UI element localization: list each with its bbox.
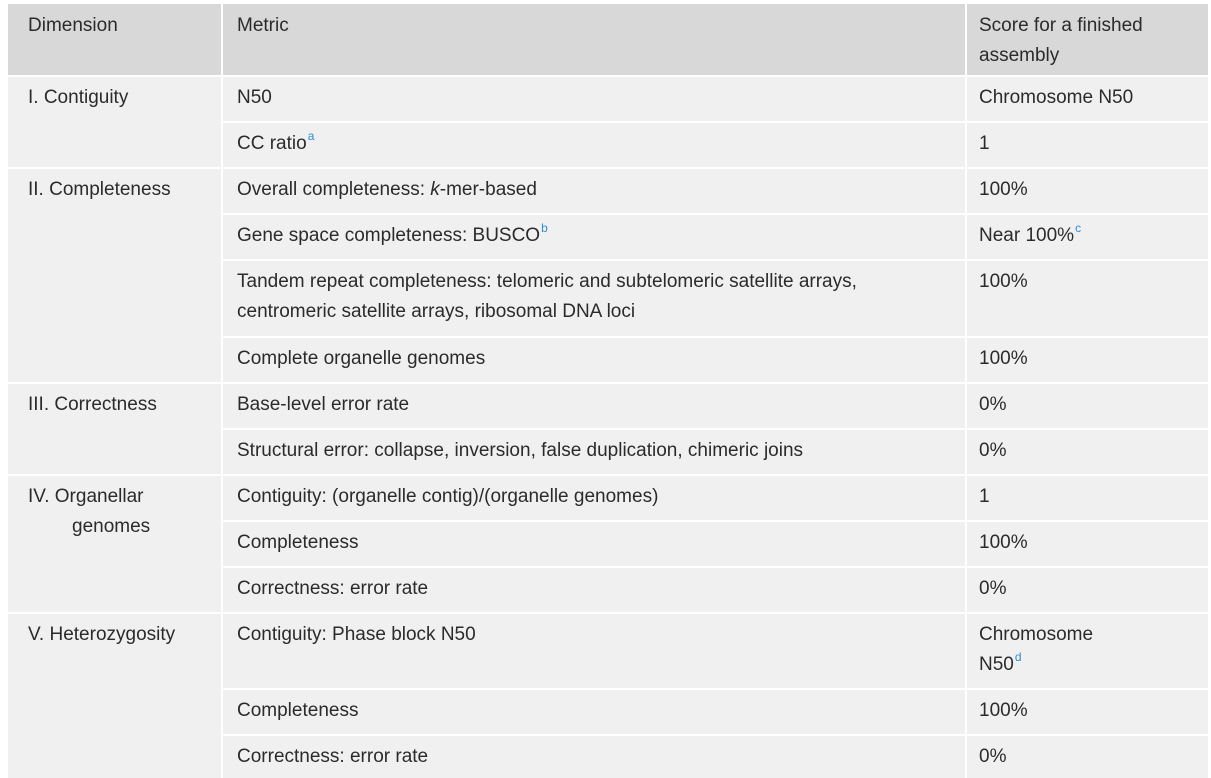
header-dimension: Dimension	[8, 4, 222, 76]
footnote-marker[interactable]: c	[1075, 221, 1082, 235]
table-row	[8, 613, 1208, 689]
footnote-marker[interactable]: a	[307, 129, 315, 143]
score-cell: 0%	[966, 735, 1208, 778]
table-row	[8, 76, 1208, 122]
metric-cell: Overall completeness: k-mer-based	[222, 168, 966, 214]
dimension-cell: V. Heterozygosity	[8, 613, 222, 778]
score-cell: 100%	[966, 260, 1208, 337]
score-cell: 1	[966, 122, 1208, 168]
metric-cell: Completeness	[222, 689, 966, 735]
metric-cell: Correctness: error rate	[222, 735, 966, 778]
metric-cell: N50	[222, 76, 966, 122]
score-cell: Chromosome N50	[966, 76, 1208, 122]
metric-cell: Correctness: error rate	[222, 567, 966, 613]
header-score: Score for a finished assembly	[966, 4, 1208, 76]
metric-cell: Contiguity: Phase block N50	[222, 613, 966, 689]
score-cell: 100%	[966, 689, 1208, 735]
metric-cell: Base-level error rate	[222, 383, 966, 429]
footnote-marker[interactable]: d	[1014, 650, 1022, 664]
metric-cell: Contiguity: (organelle contig)/(organelle genomes)	[222, 475, 966, 521]
dimension-cell: III. Correctness	[8, 383, 222, 475]
dimension-cell: IV. Organellar genomes	[8, 475, 222, 613]
score-cell: 100%	[966, 337, 1208, 383]
score-cell: 0%	[966, 567, 1208, 613]
header-metric: Metric	[222, 4, 966, 76]
table-row	[8, 475, 1208, 521]
table-header-row	[8, 4, 1208, 76]
dimension-cell: I. Contiguity	[8, 76, 222, 168]
table-row	[8, 383, 1208, 429]
score-cell: 1	[966, 475, 1208, 521]
metric-cell: Tandem repeat completeness: telomeric and subtelomeric satellite arrays, centromeric satellite arrays, ribosomal DNA loci	[222, 260, 966, 337]
dimension-cell: II. Completeness	[8, 168, 222, 383]
score-cell: 0%	[966, 383, 1208, 429]
metric-cell: Gene space completeness: BUSCO$^b$	[222, 214, 966, 260]
metric-cell: Completeness	[222, 521, 966, 567]
score-cell: Chromosome N50$^d$	[966, 613, 1208, 689]
metric-cell: CC ratio$^a$	[222, 122, 966, 168]
table-row	[8, 168, 1208, 214]
metric-cell: Complete organelle genomes	[222, 337, 966, 383]
footnote-marker[interactable]: b	[541, 221, 548, 235]
score-cell: 0%	[966, 429, 1208, 475]
score-cell: 100%	[966, 521, 1208, 567]
metric-cell: Structural error: collapse, inversion, false duplication, chimeric joins	[222, 429, 966, 475]
score-cell: Near 100%$^c$	[966, 214, 1208, 260]
score-cell: 100%	[966, 168, 1208, 214]
assembly-metrics-table	[8, 4, 1208, 778]
